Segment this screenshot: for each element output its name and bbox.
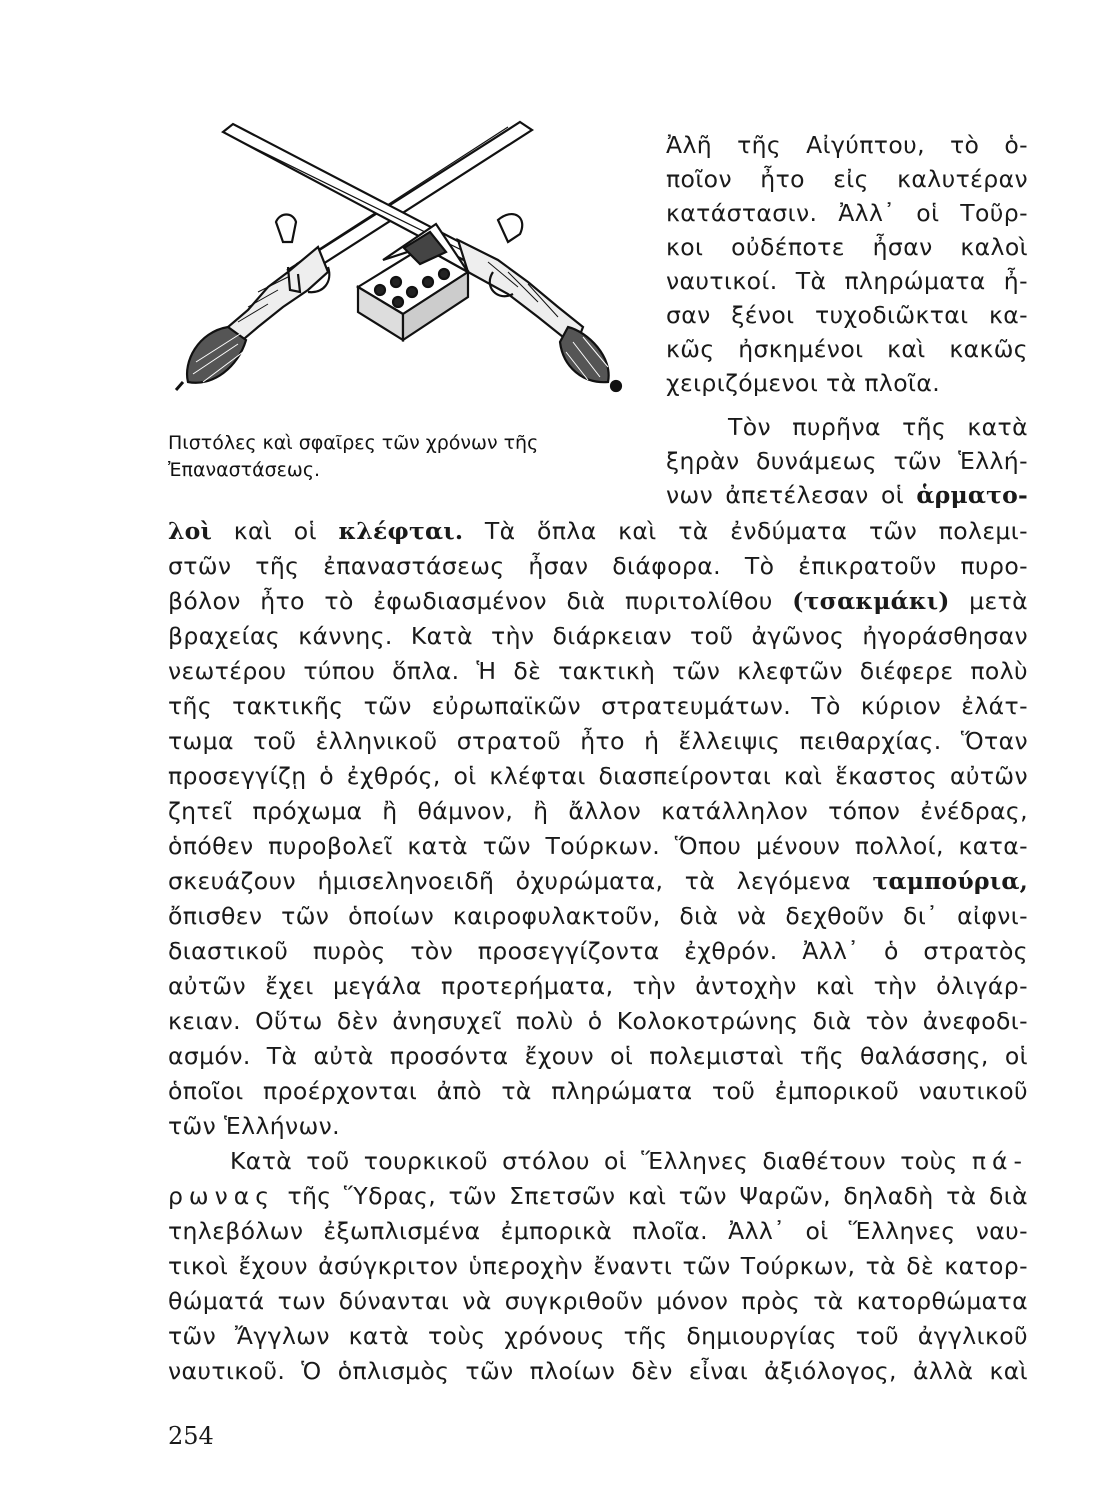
text-line: ναυτικοί. Τὰ πληρώματα ἦ-	[666, 267, 1028, 295]
text-span: τῆς Ὕδρας, τῶν Σπετσῶν καὶ τῶν Ψαρῶν, δηλαδὴ τὰ διὰ	[287, 1182, 1028, 1210]
text-line: ασμόν. Τὰ αὐτὰ προσόντα ἔχουν οἱ πολεμισταὶ τῆς θαλάσσης, οἱ	[168, 1042, 1028, 1070]
text-line: νεωτέρου τύπου ὅπλα. Ἡ δὲ τακτικὴ τῶν κλεφτῶν διέφερε πολὺ	[168, 657, 1028, 685]
term-kleftai: κλέφται.	[338, 517, 464, 545]
term-armatoloi: ἁρματο-	[916, 481, 1028, 509]
page-number: 254	[168, 1422, 214, 1450]
text-line: τῶν Ἑλλήνων.	[168, 1112, 341, 1140]
text-line	[168, 1179, 1028, 1213]
text-line: τικοὶ ἔχουν ἀσύγκριτον ὑπεροχὴν ἔναντι τῶν Τούρκων, τὰ δὲ κατορ-	[168, 1252, 1028, 1280]
text-span: Κατὰ τοῦ τουρκικοῦ στόλου οἱ Ἕλληνες διαθέτουν τοὺς	[230, 1147, 958, 1175]
text-span: μετὰ	[969, 587, 1029, 615]
text-line: στῶν τῆς ἐπαναστάσεως ἦσαν διάφορα. Τὸ ἐπικρατοῦν πυρο-	[168, 552, 1028, 580]
term-tsakmaki: (τσακμάκι)	[792, 587, 950, 615]
text-line: ὄπισθεν τῶν ὁποίων καιροφυλακτοῦν, διὰ νὰ δεχθοῦν δι᾿ αἰφνι-	[168, 902, 1028, 930]
text-line: ποῖον ἦτο εἰς καλυτέραν	[666, 165, 1028, 193]
text-span: Τὰ ὅπλα καὶ τὰ ἐνδύματα τῶν πολεμι-	[484, 517, 1029, 545]
text-line: τῶν Ἄγγλων κατὰ τοὺς χρόνους τῆς δημιουργίας τοῦ ἀγγλικοῦ	[168, 1322, 1028, 1350]
text-span: νων ἀπετέλεσαν οἱ	[666, 481, 905, 509]
text-line: Ἀλῆ τῆς Αἰγύπτου, τὸ ὁ-	[666, 131, 1028, 159]
text-span: βόλον ἦτο τὸ ἐφωδιασμένον διὰ πυριτολίθου	[168, 587, 773, 615]
text-line	[168, 584, 1028, 618]
text-line: θώματά των δύνανται νὰ συγκριθοῦν μόνον πρὸς τὰ κατορθώματα	[168, 1287, 1028, 1315]
text-line: σαν ξένοι τυχοδιῶκται κα-	[666, 301, 1028, 329]
text-line	[168, 864, 1028, 898]
caption-line: Ἐπαναστάσεως.	[168, 459, 321, 481]
text-line: κοι οὐδέποτε ἦσαν καλοὶ	[666, 233, 1028, 261]
text-line: τωμα τοῦ ἑλληνικοῦ στρατοῦ ἦτο ἡ ἔλλειψις πειθαρχίας. Ὅταν	[168, 727, 1028, 755]
text-line: ὁπόθεν πυροβολεῖ κατὰ τῶν Τούρκων. Ὅπου μένουν πολλοί, κατα-	[168, 832, 1028, 860]
text-line: ὁποῖοι προέρχονται ἀπὸ τὰ πληρώματα τοῦ ἐμπορικοῦ ναυτικοῦ	[168, 1077, 1028, 1105]
text-line: διαστικοῦ πυρὸς τὸν προσεγγίζοντα ἐχθρόν. Ἀλλ᾿ ὁ στρατὸς	[168, 937, 1028, 965]
text-line: χειριζόμενοι τὰ πλοῖα.	[666, 369, 941, 397]
text-line: ναυτικοῦ. Ὁ ὁπλισμὸς τῶν πλοίων δὲν εἶναι ἀξιόλογος, ἀλλὰ καὶ	[168, 1357, 1028, 1385]
crossed-pistols-illustration	[168, 112, 648, 397]
term-tampouria: ταμπούρια,	[872, 867, 1028, 895]
text-line: ξηρὰν δυνάμεως τῶν Ἑλλή-	[666, 447, 1028, 475]
text-line	[168, 1144, 1028, 1178]
text-line: βραχείας κάννης. Κατὰ τὴν διάρκειαν τοῦ ἀγῶνος ἠγοράσθησαν	[168, 622, 1028, 650]
term-paronas-end: ρωνας	[168, 1182, 276, 1210]
figure-caption	[168, 430, 638, 484]
text-line	[168, 514, 1028, 548]
text-line: ζητεῖ πρόχωμα ἢ θάμνον, ἢ ἄλλον κατάλληλον τόπον ἐνέδρας,	[168, 797, 1028, 825]
text-line: κῶς ἠσκημένοι καὶ κακῶς	[666, 335, 1028, 363]
text-line: αὐτῶν ἔχει μεγάλα προτερήματα, τὴν ἀντοχὴν καὶ τὴν ὀλιγάρ-	[168, 972, 1028, 1000]
text-line: τῆς τακτικῆς τῶν εὐρωπαϊκῶν στρατευμάτων. Τὸ κύριον ἐλάτ-	[168, 692, 1028, 720]
text-span: καὶ οἱ	[233, 517, 317, 545]
text-line: κειαν. Οὕτω δὲν ἀνησυχεῖ πολὺ ὁ Κολοκοτρώνης διὰ τὸν ἀνεφοδι-	[168, 1007, 1028, 1035]
term-paronas: πά-	[971, 1147, 1028, 1175]
text-line: κατάστασιν. Ἀλλ᾿ οἱ Τοῦρ-	[666, 199, 1028, 227]
text-line: προσεγγίζῃ ὁ ἐχθρός, οἱ κλέφται διασπείρονται καὶ ἕκαστος αὐτῶν	[168, 762, 1028, 790]
text-line: Τὸν πυρῆνα τῆς κατὰ	[728, 413, 1028, 441]
term-armatoloi-end: λοὶ	[168, 517, 213, 545]
text-line: τηλεβόλων ἐξωπλισμένα ἐμπορικὰ πλοῖα. Ἀλλ᾿ οἱ Ἕλληνες ναυ-	[168, 1217, 1028, 1245]
text-line	[666, 478, 1028, 512]
caption-line: Πιστόλες καὶ σφαῖρες τῶν χρόνων τῆς	[168, 432, 539, 454]
text-span: σκευάζουν ἡμισεληνοειδῆ ὀχυρώματα, τὰ λεγόμενα	[168, 867, 852, 895]
